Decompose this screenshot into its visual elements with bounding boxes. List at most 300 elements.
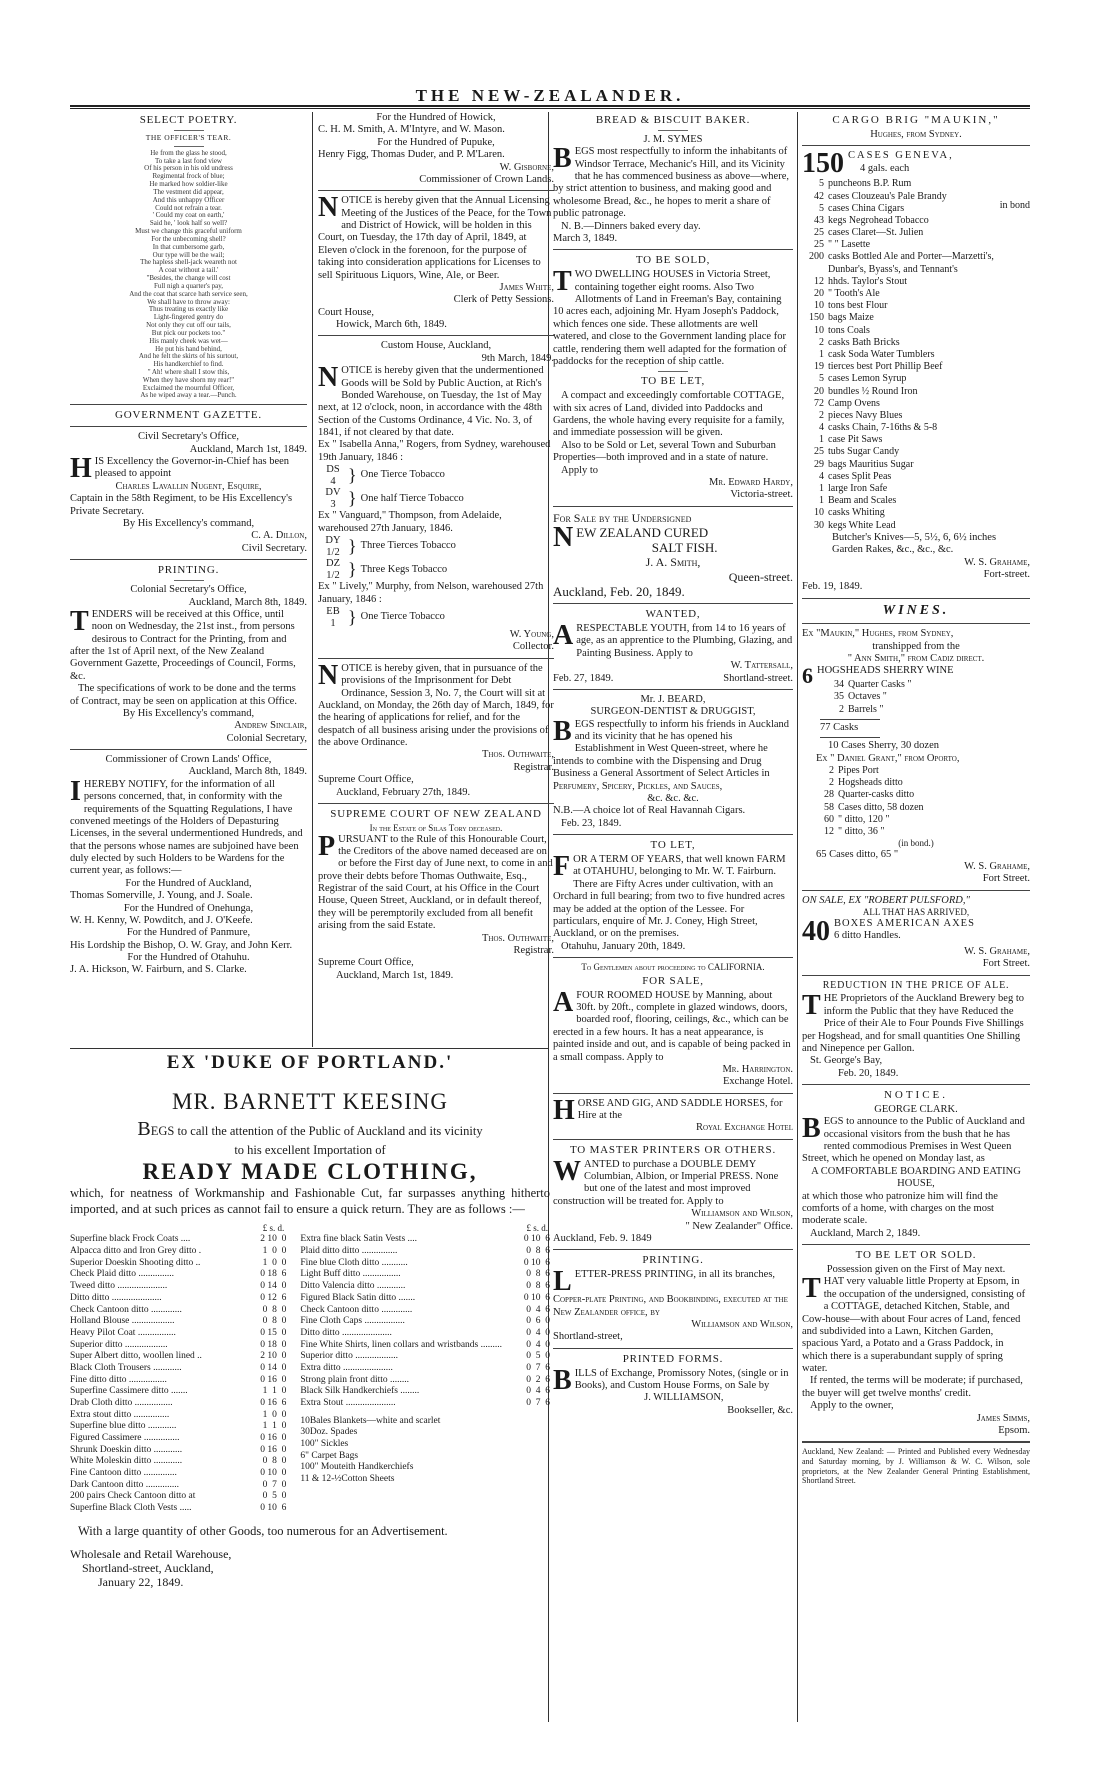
gazette-date: Auckland, March 1st, 1849. (189, 443, 307, 455)
wine-row (802, 704, 1030, 716)
item-quantity: 29 (814, 458, 824, 470)
customs-body: OTICE is hereby given that the undermentioned Goods will be Sold by Public Auction, at Rich's Bonded Warehouse, on Tuesday, the 1st of May next, at 12 o'clock, noon, in accordance with the 48th Section of the Customs Ordinance, 4 Vic. No. 3, of 1841, if not cleared by that date. (318, 365, 544, 438)
item-description: " Tooth's Ale (828, 288, 880, 300)
clothing-advertisement (70, 1052, 550, 1589)
price-row (70, 1386, 286, 1398)
item-quantity: 4 (819, 470, 824, 482)
item-name: Extra Stout ..................... (300, 1397, 396, 1408)
price-row (70, 1503, 286, 1515)
poem-line: Not only they cut off our tails, (146, 321, 231, 330)
item-quantity: 28 (824, 789, 834, 801)
item-name: Ditto ditto ..................... (300, 1327, 392, 1338)
item-description: cases Split Peas (828, 470, 892, 482)
estate-title: Registrar. (513, 944, 554, 956)
item-description: bags Maize (828, 312, 874, 324)
item-quantity: 2 (819, 336, 824, 348)
clothing-ship-title: EX 'DUKE OF PORTLAND.' (166, 1052, 454, 1073)
lands-office: Commissioner of Crown Lands' Office, (105, 754, 272, 766)
extra-goods-row (300, 1416, 550, 1428)
item-price: 0 8 0 (262, 1316, 287, 1327)
item-name: Heavy Pilot Coat ................ (70, 1327, 176, 1338)
drop-cap: B (553, 143, 572, 175)
cask-mark: DV (325, 487, 341, 499)
axe-heading: ON SALE, EX "ROBERT PULSFORD," (802, 894, 970, 906)
drop-cap: F (553, 851, 571, 883)
cargo-first-note: 4 gals. each (860, 162, 910, 174)
item-description: " Sickles (314, 1438, 349, 1449)
epsom-apply: Apply to the owner, (810, 1400, 894, 1412)
item-price: 0 16 0 (260, 1432, 287, 1443)
imprisonment-date: Auckland, February 27th, 1849. (336, 786, 471, 798)
dentist-body: EGS respectfully to inform his friends in Auckland and its vicinity that he has opened his Establishment in West Queen-street, where he intends to combine with the Dispensing and Drug Business a General Assortment of Select Articles in (553, 718, 790, 780)
item-name: Figured Cassimere ............... (70, 1432, 180, 1443)
printers-office: " New Zealander" Office. (685, 1220, 793, 1232)
item-description: hhds. Taylor's Stout (828, 275, 907, 287)
poem-line: He put his hand behind, (155, 344, 222, 353)
item-name: Superfine blue ditto ............ (70, 1421, 177, 1432)
price-row (300, 1398, 550, 1410)
notice-heading: NOTICE. (883, 1089, 949, 1101)
item-name: Holland Blouse .................. (70, 1316, 175, 1327)
port-list (802, 765, 1030, 838)
price-row (70, 1293, 286, 1305)
drop-cap: B (802, 1113, 821, 1145)
item-quantity: 150 (809, 312, 824, 324)
printing-command: By His Excellency's command, (122, 707, 255, 719)
licensing-body: OTICE is hereby given that the Annual Licensing Meeting of the Justices of the Peace, for the Town and District of Howick, will be holden in this Court, on Tuesday, the 17th day of April, 1849, at Eleven o'clock in the forenoon, for the purpose of taking into consideration applications for Licenses to sell Spirituous Liquors, Wine, Ale, or Beer. (318, 195, 552, 281)
item-price: 0 8 0 (262, 1304, 287, 1315)
item-price: 0 10 6 (523, 1234, 550, 1245)
cargo-row (802, 398, 1030, 410)
item-description: Doz. Spades (309, 1427, 358, 1438)
item-description: cases Claret—St. Julien (828, 227, 924, 239)
item-name: Extra ditto ..................... (300, 1362, 393, 1373)
horse-body: ORSE AND GIG, AND SADDLE HORSES, for Hire at the (577, 1097, 783, 1121)
item-price: 0 8 0 (262, 1456, 287, 1467)
item-price: 0 10 0 (260, 1467, 287, 1478)
drop-cap: T (802, 1273, 821, 1305)
ale-place: St. George's Bay, (810, 1055, 883, 1067)
extra-goods-row (300, 1474, 550, 1486)
column-divider (797, 112, 798, 1722)
column-3 (553, 112, 793, 1724)
price-table (70, 1223, 550, 1514)
item-quantity: 25 (814, 239, 824, 251)
hundred-heading: For the Hundred of Howick, (376, 112, 496, 123)
item-name: Check Cantoon ditto ............. (70, 1304, 182, 1315)
cargo-street: Fort-street. (983, 568, 1030, 580)
clothing-closing: With a large quantity of other Goods, too numerous for an Advertisement. (78, 1523, 448, 1538)
poem-line: Said he, ' look half so well? (149, 219, 228, 228)
epsom-signature: James Simms, (976, 1412, 1030, 1424)
cargo-row (802, 191, 1030, 203)
poem-line: We shall have to throw away: (147, 297, 230, 306)
cargo-row (802, 227, 1030, 239)
item-price: 1 1 0 (262, 1386, 287, 1397)
ale-date: Feb. 20, 1849. (838, 1067, 899, 1079)
hundred-heading: For the Hundred of Pupuke, (377, 136, 495, 148)
estate-subheading: In the Estate of Silas Tory deceased. (369, 822, 503, 833)
item-price: 1 0 0 (262, 1257, 287, 1268)
fish-street: Queen-street. (728, 569, 793, 584)
hundred-wardens: His Lordship the Bishop, O. W. Gray, and John Kerr. (70, 939, 293, 951)
item-price: 0 5 0 (526, 1351, 550, 1362)
hundred-heading: For the Hundred of Onehunga, (123, 902, 254, 914)
cargo-row (802, 373, 1030, 385)
item-quantity: 200 (809, 251, 824, 263)
wines-heading: WINES. (882, 602, 950, 618)
poem-line: Could not refrain a tear. (155, 203, 222, 212)
extra-goods-row (300, 1451, 550, 1463)
lands-signature: W. Gisborne, (499, 161, 554, 173)
drop-cap: L (553, 1266, 572, 1298)
price-row (70, 1468, 286, 1480)
gazette-appointee: Charles Lavallin Nugent, Esquire, (115, 480, 262, 492)
let-signature: Mr. Edward Hardy, (708, 476, 793, 488)
warehouse-line-3: January 22, 1849. (98, 1575, 184, 1590)
farm-date: Otahuhu, January 20th, 1849. (561, 940, 686, 952)
price-row (70, 1375, 286, 1387)
drop-cap: A (553, 620, 574, 652)
item-price: 0 18 0 (260, 1339, 287, 1350)
price-row (70, 1398, 286, 1410)
merchant-name: MR. BARNETT KEESING (171, 1089, 449, 1115)
item-name: Superfine Black Cloth Vests ..... (70, 1502, 192, 1513)
dentist-nb: N.B.—A choice lot of Real Havannah Cigars. (553, 805, 746, 817)
item-quantity: 1 (819, 483, 824, 495)
estate-signature: Thos. Outhwaite, (481, 932, 554, 944)
item-quantity: 2 (839, 703, 844, 715)
gazette-title: Civil Secretary. (241, 542, 307, 554)
drop-cap: B (137, 1117, 151, 1140)
price-row (70, 1456, 286, 1468)
cargo-row (802, 215, 1030, 227)
cargo-subheading: Hughes, from Sydney. (870, 128, 962, 140)
poem-line: And this unhappy Officer (152, 195, 225, 204)
item-name: Alpacca ditto and Iron Grey ditto . (70, 1246, 202, 1257)
wine-list (802, 679, 1030, 716)
item-name: White Moleskin ditto ............ (70, 1456, 183, 1467)
cask-goods: One Tierce Tobacco (360, 469, 445, 481)
gazette-signature: C. A. Dillon, (251, 530, 307, 542)
wine-total: 77 Casks (820, 721, 859, 733)
forms-body: ILLS of Exchange, Promissory Notes, (single or in Books), and Custom House Forms, on Sale by (574, 1367, 789, 1392)
epsom-body-2: If rented, the terms will be moderate; if purchased, the buyer will get twelve months' credit. (802, 1375, 1023, 1399)
price-column-left (70, 1223, 286, 1514)
epsom-body: HAT very valuable little Property at Epsom, in the occupation of the undersigned, consisting of a COTTAGE, detached Kitchen, Stable, and Cow-house—with about Four acres of Land, fenced and subdivided into a Lawn, Kitchen Garden, spacious Yard, a Potato and a Grass Paddock, in which there is a superabundant supply of spring water. (802, 1276, 1026, 1375)
printing-office: Colonial Secretary's Office, (130, 584, 247, 596)
cargo-row (802, 386, 1030, 398)
letterpress-signature: Williamson and Wilson, (691, 1319, 793, 1331)
price-row (70, 1410, 286, 1422)
price-row (70, 1480, 286, 1492)
price-row (70, 1269, 286, 1281)
fish-title: EW ZEALAND CURED (576, 524, 709, 540)
cask-mark: EB (326, 606, 340, 617)
item-name: Extra stout ditto ............... (70, 1409, 170, 1420)
drop-cap: T (553, 266, 572, 298)
letterpress-heading: PRINTING. (642, 1254, 704, 1267)
poem-line: Full nigh a quarter's pay, (153, 281, 224, 290)
price-row (70, 1351, 286, 1363)
price-column-right (300, 1223, 550, 1514)
price-row (70, 1316, 286, 1328)
item-description: tierces best Port Phillip Beef (828, 361, 943, 373)
item-name: Superior ditto .................. (300, 1351, 398, 1362)
item-name: Ditto Valencia ditto ............ (300, 1281, 406, 1292)
port-row (802, 814, 1030, 826)
customs-office: Custom House, Auckland, (380, 340, 492, 352)
item-quantity: 20 (814, 385, 824, 397)
item-name: Shrunk Doeskin ditto ............ (70, 1444, 183, 1455)
customs-ship: Ex " Lively," Murphy, from Nelson, warehoused 27th January, 1846 : (318, 581, 544, 605)
hundred-wardens: C. H. M. Smith, A. M'Intyre, and W. Mason. (318, 124, 505, 136)
item-description: cases China Cigars (828, 202, 905, 214)
item-name: Plaid ditto ditto ............... (300, 1246, 398, 1257)
item-name: Light Buff ditto ................ (300, 1269, 401, 1280)
notice-body: EGS to announce to the Public of Auckland and occasional visitors from the bush that he has rented commodious Premises in West Queen Street, which he opened on Monday last, as (802, 1116, 1025, 1165)
axe-subheading: ALL THAT HAS ARRIVED, (862, 907, 970, 918)
item-price: 0 7 0 (262, 1479, 287, 1490)
item-price: 0 8 6 (526, 1246, 550, 1257)
item-description: Hogsheads ditto (838, 777, 903, 789)
item-price: 0 16 0 (260, 1444, 287, 1455)
poem-line: Thus treating us exactly like (148, 305, 229, 314)
wanted-heading: WANTED, (645, 608, 701, 621)
price-row (300, 1293, 550, 1305)
price-header: £ s. d. (262, 1223, 285, 1234)
port-row (802, 777, 1030, 789)
licensing-title: Clerk of Petty Sessions. (453, 294, 554, 306)
item-price: 0 5 0 (262, 1491, 287, 1502)
wine-row (802, 691, 1030, 703)
wine-sherry: 10 Cases Sherry, 30 dozen (828, 740, 940, 752)
hundred-heading: For the Hundred of Panmure, (126, 927, 251, 939)
let-street: Victoria-street. (730, 489, 793, 501)
item-description: bundles ½ Round Iron (828, 385, 918, 397)
item-quantity: 12 (824, 825, 834, 837)
item-quantity: 35 (834, 691, 844, 703)
drop-cap: B (553, 1364, 572, 1396)
warehouse-line-2: Shortland-street, Auckland, (82, 1561, 214, 1575)
item-price: 0 16 6 (260, 1397, 287, 1408)
item-name: Black Silk Handkerchiefs ........ (300, 1386, 420, 1397)
column-2: For the Hundred of Howick, C. H. M. Smith, A. M'Intyre, and W. Mason. For the Hundred of Pupuke, Henry Figg, Thomas Duder, and P. M'Laren. W. Gisborne, Commissioner of Crown Lands. NOTICE is hereby given that the Annual Licensing Meeting of the Justices of the Peace, for the Town and District of Howick, will be holden in this Court, on Tuesday, the 17th day of April, 1849, at Eleven o'clock in the forenoon, for the purpose of taking into consideration applications for Licenses to sell Spirituous Liquors, Wine, Ale, or Beer. James White, Clerk of Petty Sessions. Court House, Howick, March 6th, 1849. Custom House, Auckland, 9th March, 1849. NOTICE is hereby given that the undermentioned Goods will be Sold by Public Auction, at Rich's Bonded Warehouse, on Tuesday, the 1st of May next, at 12 o'clock, noon, in accordance with the 48th Section of the Customs Ordinance, 4 Vic. No. 3, of 1841, if not cleared by that date. Ex " Isabella Anna," Rogers, from Sydney, warehoused 19th January, 1846 : DS 4 } One Tierce Tobacco DV 3 } One half Tierce Tobacco Ex " Vanguard," Thompson, from Adelaide, warehoused 27th January, 1846. DY 1/2 } Three Tierces Tobacco DZ 1/2 } Three Kegs Tobacco Ex " Lively," Murphy, from Nelson, warehoused 27th January, 1846 : EB 1 } One Tierce Tobacco W. Young, Collector. NOTICE is hereby given, that in pursuance of the provisions of the Imprisonment for Debt Ordinance, Session 3, No. 7, the Court will sit at Auckland, on Monday, the 26th day of March, 1849, for the hearing of applications for relief, and for the despatch of all business arising under the provisions of the above Ordinance. Thos. Outhwaite, Registrar. Supreme Court Office, Auckland, February 27th, 1849. SUPREME COURT OF NEW ZEALAND In the Estate of Silas Tory deceased. PURSUANT to the Rule of this Honourable Court, the Creditors of the above named deceased are on or before the First day of June next, to come in and prove their debts before Thomas Outhwaite, Esq., Registrar of the said Court, at his Office in the Court House, Queen Street, Auckland, or in default thereof, they will be peremptorily excluded from all benefit arising from the said Estate. Thos. Outhwaite, Registrar. Supreme Court Office, Auckland, March 1st, 1849. (318, 112, 554, 981)
section-rule (70, 1048, 548, 1049)
item-quantity: 11 & 12-½ (300, 1473, 342, 1484)
cargo-row (802, 434, 1030, 446)
item-price: 0 8 6 (526, 1281, 550, 1292)
item-quantity: 1 (819, 495, 824, 507)
poem-line: Regimental frock of blue; (152, 172, 225, 181)
item-quantity: 58 (824, 801, 834, 813)
printing-title: Colonial Secretary, (226, 732, 307, 744)
printers-date: Auckland, Feb. 9. 1849 (553, 1232, 652, 1244)
cargo-row (802, 422, 1030, 434)
item-price: 0 15 0 (260, 1327, 287, 1338)
wine-bond-note: (in bond.) (898, 838, 934, 849)
item-description: kegs White Lead (828, 519, 896, 531)
item-description: Camp Ovens (828, 397, 880, 409)
cargo-row (802, 483, 1030, 495)
item-quantity: 43 (814, 214, 824, 226)
item-price: 0 10 6 (523, 1257, 550, 1268)
baker-date: March 3, 1849. (553, 232, 618, 244)
column-4 (802, 112, 1030, 1724)
cask-goods: One Tierce Tobacco (360, 611, 445, 623)
item-quantity: 42 (814, 190, 824, 202)
item-description: case Pit Saws (828, 434, 883, 446)
port-row (802, 826, 1030, 838)
fish-title-2: SALT FISH. (651, 540, 718, 556)
cask-number: 1/2 (326, 569, 340, 581)
item-quantity: 20 (814, 288, 824, 300)
price-row (300, 1340, 550, 1352)
horse-signature: Royal Exchange Hotel (695, 1122, 793, 1134)
poem-body (70, 150, 307, 401)
item-quantity: 6 (300, 1450, 306, 1461)
cargo-row (802, 337, 1030, 349)
item-price: 0 4 0 (526, 1339, 550, 1350)
price-row (300, 1234, 550, 1246)
cargo-row (802, 459, 1030, 471)
cargo-row (802, 178, 1030, 190)
poem-line: As he wiped away a tear.—Punch. (140, 391, 237, 400)
cask-number: 4 (330, 475, 336, 487)
epsom-possession: Possession given on the First of May next. (826, 1264, 1006, 1276)
item-description: casks Chain, 7-16ths & 5-8 (828, 422, 938, 434)
cargo-knives: Butcher's Knives—5, 5½, 6, 6½ inches (832, 531, 997, 543)
item-description: cases Clouzeau's Pale Brandy (828, 190, 947, 202)
hundred-wardens: W. H. Kenny, W. Powditch, and J. O'Keefe. (70, 914, 253, 926)
item-name: Figured Black Satin ditto ....... (300, 1292, 416, 1303)
cargo-row (802, 325, 1030, 337)
cargo-row (802, 276, 1030, 288)
drop-cap: N (553, 521, 574, 553)
hundred-wardens: Henry Figg, Thomas Duder, and P. M'Laren. (318, 149, 505, 161)
ale-body: HE Proprietors of the Auckland Brewery beg to inform the Public that they have Reduced the Price of their Ale to Four Pounds Five Shillings per Hogshead, and for small quantities One Shilling and Ninepence per Gallon. (802, 993, 1025, 1054)
dentist-date: Feb. 23, 1849. (561, 817, 622, 829)
hundred-heading: For the Hundred of Otahuhu. (127, 952, 250, 964)
item-description: kegs Negrohead Tobacco (828, 214, 929, 226)
printing-signature: Andrew Sinclair, (234, 720, 307, 732)
dentist-goods: Perfumery, Spicery, Pickles, and Sauces, (553, 780, 723, 792)
cargo-row (802, 203, 1030, 215)
item-quantity: 25 (814, 446, 824, 458)
cargo-row (802, 361, 1030, 373)
price-row (70, 1246, 286, 1258)
cargo-heading: CARGO BRIG "MAUKIN," (832, 114, 1000, 126)
let-apply: Apply to (561, 464, 599, 476)
printers-signature: Williamson and Wilson, (691, 1208, 793, 1220)
california-body: FOUR ROOMED HOUSE by Manning, about 30ft. by 20ft., complete in glazed windows, doors, boarded roof, flooring, ceilings, &c., which can be erected in a few hours. It has a neat appearance, is painted inside and out, and is capable of being packed in a small compass. Apply to (553, 989, 791, 1063)
poetry-heading: SELECT POETRY. (139, 114, 238, 126)
wanted-street: Shortland-street. (723, 672, 793, 684)
item-description: " Carpet Bags (305, 1450, 359, 1461)
printing-date: Auckland, March 8th, 1849. (188, 596, 307, 608)
farm-heading: TO LET, (650, 839, 696, 852)
farm-body: OR A TERM OF YEARS, that well known FARM at OTAHUHU, belonging to Mr. W. T. Fairburn. There are Fifty Acres under cultivation, with an Orchard in full bearing; from two to five hundred acres may be added at the option of the Lessee. For particulars, enquire of Mr. J. Coney, High Street, Auckland, or on the premises. (553, 854, 786, 940)
drop-cap: W (553, 1155, 581, 1187)
gazette-body: IS Excellency the Governor-in-Chief has been pleased to appoint (94, 456, 290, 480)
poem-line: For the unbecoming shell? (151, 234, 226, 243)
cask-mark: DY (325, 535, 341, 547)
hundred-heading: For the Hundred of Auckland, (125, 877, 252, 889)
notice-house: A COMFORTABLE BOARDING AND EATING HOUSE, (811, 1165, 1021, 1190)
california-hotel: Exchange Hotel. (723, 1076, 793, 1088)
baker-nb: N. B.—Dinners baked every day. (561, 220, 701, 232)
printing-body: ENDERS will be received at this Office, until noon on Wednesday, the 21st inst., from persons desirous to Contract for the Printing, from and after the 1st of April next, of the New Zealand Government Gazette, Proceedings of Council, Forms, &c. (70, 608, 296, 682)
imprisonment-title: Registrar. (513, 761, 554, 773)
item-price: 0 6 0 (526, 1316, 550, 1327)
item-description: large Iron Safe (828, 483, 888, 495)
wanted-body: RESPECTABLE YOUTH, from 14 to 16 years of age, as an apprentice to the Plumbing, Glazing, and Painting Business. Apply to (576, 623, 793, 659)
cargo-bond-note: in bond (999, 200, 1030, 212)
drop-cap: A (553, 986, 574, 1018)
item-description: Cotton Sheets (341, 1473, 395, 1484)
item-description: casks Whiting (828, 507, 885, 519)
masthead-rule (70, 105, 1030, 107)
item-quantity: 10 (814, 324, 824, 336)
cargo-row (802, 410, 1030, 422)
cargo-first-item: CASES GENEVA, (848, 150, 954, 162)
cargo-row (802, 495, 1030, 507)
extra-goods-row (300, 1427, 550, 1439)
item-description: tons best Flour (828, 300, 888, 312)
warehouse-line-1: Wholesale and Retail Warehouse, (70, 1546, 232, 1561)
cask-goods: Three Kegs Tobacco (360, 563, 448, 575)
item-name: 200 pairs Check Cantoon ditto at (70, 1491, 196, 1502)
wine-ship-4: Ex " Daniel Grant," from Oporto, (816, 752, 960, 764)
poem-line: He from the glass he stood, (150, 148, 227, 157)
dentist-name: Mr. J. BEARD, (640, 693, 706, 705)
item-name: Check Cantoon ditto ............. (300, 1304, 413, 1315)
poem-line: But pick our pockets too." (151, 328, 226, 337)
imprisonment-place: Supreme Court Office, (318, 774, 414, 786)
gazette-body-2: Captain in the 58th Regiment, to be His Excellency's Private Secretary. (70, 493, 293, 517)
wine-street: Fort Street. (982, 873, 1030, 885)
item-quantity: 30 (814, 519, 824, 531)
price-row (70, 1281, 286, 1293)
hundred-wardens: Thomas Somerville, J. Young, and J. Soale. (70, 890, 253, 902)
clothing-intro-3: which, for neatness of Workmanship and Fashionable Cut, far surpasses anything hitherto imported, and at such prices as cannot fail to ensure a quick return. They are as follows :— (70, 1185, 550, 1217)
item-description: Octaves " (848, 691, 887, 703)
item-quantity: 34 (834, 679, 844, 691)
poem-line: Light-fingered gentry do (153, 313, 224, 322)
california-sale: FOR SALE, (642, 974, 704, 987)
cargo-row (802, 300, 1030, 312)
price-row (70, 1234, 286, 1246)
imprisonment-signature: Thos. Outhwaite, (481, 749, 554, 761)
item-description: " ditto, 36 " (838, 825, 885, 837)
item-description: Barrels " (848, 703, 884, 715)
item-price: 1 0 0 (262, 1246, 287, 1257)
baker-name: J. M. SYMES (643, 133, 703, 145)
sold-heading: TO BE SOLD, (635, 254, 711, 267)
price-row (70, 1340, 286, 1352)
wine-big-number: 6 (802, 663, 813, 689)
item-quantity: 1 (819, 434, 824, 446)
poem-line: "Besides, the change will cost (146, 274, 231, 283)
item-quantity: 25 (814, 227, 824, 239)
clothing-heading: READY MADE CLOTHING, (142, 1158, 478, 1184)
item-price: 0 12 6 (260, 1292, 287, 1303)
letterpress-body-2: Copper-plate Printing, and Bookbinding, executed at the New Zealander office, by (553, 1294, 788, 1318)
item-name: Strong plain front ditto ........ (300, 1374, 410, 1385)
poem-line: A coat without a tail.' (158, 266, 219, 275)
clothing-intro-2: to his excellent Importation of (234, 1142, 386, 1157)
forms-heading: PRINTED FORMS. (622, 1352, 724, 1365)
